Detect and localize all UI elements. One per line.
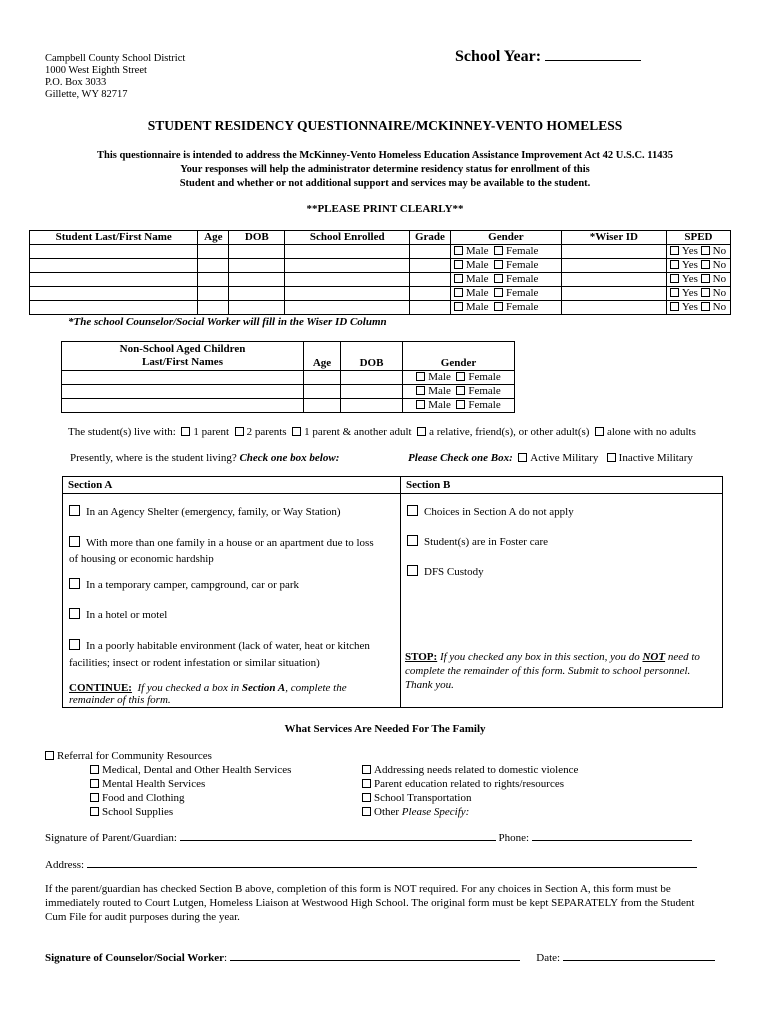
one-parent-label: 1 parent	[193, 426, 230, 438]
col-nonschool-name	[62, 342, 304, 371]
stop-text-1: If you checked any box in this section, you do	[439, 651, 640, 663]
list-item	[90, 763, 291, 777]
section-divider	[400, 477, 401, 707]
student-name-cell[interactable]	[30, 273, 198, 287]
female-label: Female	[506, 245, 539, 257]
military-row	[408, 452, 693, 464]
no-label: No	[712, 273, 727, 285]
district-po-box: P.O. Box 3033	[45, 77, 107, 88]
sped-cell	[666, 245, 730, 259]
continue-note	[69, 682, 347, 706]
address-field[interactable]	[87, 857, 697, 868]
poor-environment-checkbox[interactable]	[69, 639, 80, 650]
age-cell[interactable]	[198, 301, 229, 315]
intro-text	[0, 149, 770, 191]
footer-instructions	[45, 882, 735, 924]
gender-cell	[450, 273, 561, 287]
list-item	[90, 791, 291, 805]
col-school-enrolled: School Enrolled	[285, 231, 410, 245]
services-title: What Services Are Needed For The Family	[284, 723, 486, 735]
nonschool-age-cell[interactable]	[304, 385, 341, 399]
intro-line-3: Student and whether or not additional support and services may be available to the student.	[179, 178, 591, 189]
male-label: Male	[428, 399, 451, 411]
relative-friend-checkbox[interactable]	[417, 427, 426, 436]
footer-line-2: immediately routed to Court Lutgen, Homeless Liaison at Westwood High School. The original form must be kept SEPARATELY from the Student	[45, 897, 695, 909]
male-checkbox[interactable]	[416, 386, 425, 395]
male-label: Male	[465, 259, 489, 271]
list-item	[362, 791, 578, 805]
col-dob: DOB	[229, 231, 285, 245]
dfs-custody-label: DFS Custody	[424, 566, 484, 578]
other-checkbox[interactable]	[362, 807, 371, 816]
dfs-custody-checkbox[interactable]	[407, 565, 418, 576]
stop-not: NOT	[642, 651, 666, 663]
referral-label: Referral for Community Resources	[57, 750, 212, 762]
live-with-row	[68, 426, 696, 438]
male-label: Male	[428, 371, 451, 383]
living-prompt	[70, 452, 339, 464]
section-header-line	[63, 493, 722, 494]
food-clothing-checkbox[interactable]	[90, 793, 99, 802]
table-row	[62, 385, 515, 399]
stop-text-2: need to	[667, 651, 700, 663]
parent-signature-field[interactable]	[180, 830, 496, 841]
student-name-cell[interactable]	[30, 287, 198, 301]
continue-text-2: , complete the	[285, 682, 347, 694]
male-checkbox[interactable]	[454, 302, 463, 311]
no-checkbox[interactable]	[701, 274, 710, 283]
table-row	[62, 399, 515, 413]
nonschool-dob-cell[interactable]	[341, 399, 403, 413]
yes-checkbox[interactable]	[670, 288, 679, 297]
student-table-header	[30, 231, 731, 245]
table-row	[30, 259, 731, 273]
table-row	[30, 287, 731, 301]
not-apply-label: Choices in Section A do not apply	[424, 506, 574, 518]
wiser-id-cell[interactable]	[561, 287, 666, 301]
medical-checkbox[interactable]	[90, 765, 99, 774]
female-checkbox[interactable]	[494, 246, 503, 255]
female-label: Female	[468, 385, 501, 397]
two-parents-label: 2 parents	[246, 426, 287, 438]
nonschool-name-cell[interactable]	[62, 399, 304, 413]
address-row	[45, 857, 697, 871]
table-row	[62, 371, 515, 385]
female-label: Female	[506, 273, 539, 285]
stop-note	[405, 650, 721, 692]
wiser-id-cell[interactable]	[561, 273, 666, 287]
male-checkbox[interactable]	[454, 274, 463, 283]
services-left-list	[90, 763, 291, 819]
two-parents-checkbox[interactable]	[235, 427, 244, 436]
no-checkbox[interactable]	[701, 288, 710, 297]
poor-environment-label-1: In a poorly habitable environment (lack of water, heat or kitchen	[86, 640, 370, 652]
list-item	[362, 805, 578, 819]
col-nonschool-dob: DOB	[341, 342, 403, 371]
inactive-military-label: Inactive Military	[618, 452, 693, 464]
male-checkbox[interactable]	[416, 372, 425, 381]
nonschool-age-cell[interactable]	[304, 371, 341, 385]
female-checkbox[interactable]	[494, 302, 503, 311]
other-specify: Please Specify:	[401, 806, 470, 818]
col-wiser-id: *Wiser ID	[561, 231, 666, 245]
shared-housing-label-1: With more than one family in a house or an apartment due to loss	[86, 537, 374, 549]
intro-line-2: Your responses will help the administrator determine residency status for enrollment of this	[180, 164, 590, 175]
school-cell[interactable]	[285, 273, 410, 287]
nonschool-header-line-1: Non-School Aged Children	[119, 343, 246, 355]
grade-cell[interactable]	[410, 245, 451, 259]
relative-friend-label: a relative, friend(s), or other adult(s)	[429, 426, 590, 438]
nonschool-name-cell[interactable]	[62, 371, 304, 385]
female-checkbox[interactable]	[494, 274, 503, 283]
medical-label: Medical, Dental and Other Health Services	[102, 764, 292, 776]
parent-education-checkbox[interactable]	[362, 779, 371, 788]
stop-text-4: Thank you.	[405, 679, 454, 691]
other-label: Other	[374, 806, 400, 818]
phone-field[interactable]	[532, 830, 692, 841]
living-prompt-text: Presently, where is the student living?	[70, 452, 237, 464]
yes-checkbox[interactable]	[670, 246, 679, 255]
dob-cell[interactable]	[229, 259, 285, 273]
section-b-item-not-apply	[407, 505, 574, 518]
nonschool-table	[61, 341, 515, 413]
list-item	[362, 763, 578, 777]
female-checkbox[interactable]	[456, 386, 465, 395]
parent-signature-row	[45, 830, 692, 844]
age-cell[interactable]	[198, 245, 229, 259]
no-label: No	[712, 259, 727, 271]
table-row	[30, 245, 731, 259]
female-checkbox[interactable]	[494, 260, 503, 269]
nonschool-dob-cell[interactable]	[341, 385, 403, 399]
female-label: Female	[468, 399, 501, 411]
female-label: Female	[506, 259, 539, 271]
col-sped: SPED	[666, 231, 730, 245]
yes-label: Yes	[681, 287, 698, 299]
inactive-military-checkbox[interactable]	[607, 453, 616, 462]
active-military-label: Active Military	[530, 452, 599, 464]
stop-label: STOP:	[405, 651, 438, 663]
table-row	[30, 273, 731, 287]
shelter-checkbox[interactable]	[69, 505, 80, 516]
print-clearly: **PLEASE PRINT CLEARLY**	[306, 203, 464, 215]
foster-care-label: Student(s) are in Foster care	[424, 536, 549, 548]
parent-signature-label: Signature of Parent/Guardian:	[45, 832, 177, 844]
male-label: Male	[465, 287, 489, 299]
yes-label: Yes	[681, 245, 698, 257]
section-a-item-shelter	[69, 505, 340, 518]
no-label: No	[712, 287, 727, 299]
mental-health-checkbox[interactable]	[90, 779, 99, 788]
yes-label: Yes	[681, 273, 698, 285]
shelter-label: In an Agency Shelter (emergency, family, or Way Station)	[86, 506, 341, 518]
nonschool-gender-cell	[403, 399, 515, 413]
continue-label: CONTINUE:	[69, 682, 132, 694]
male-label: Male	[465, 273, 489, 285]
female-checkbox[interactable]	[456, 400, 465, 409]
table-row	[30, 301, 731, 315]
male-label: Male	[428, 385, 451, 397]
alone-checkbox[interactable]	[595, 427, 604, 436]
nonschool-name-cell[interactable]	[62, 385, 304, 399]
age-cell[interactable]	[198, 259, 229, 273]
no-checkbox[interactable]	[701, 302, 710, 311]
list-item	[362, 777, 578, 791]
female-checkbox[interactable]	[494, 288, 503, 297]
school-supplies-checkbox[interactable]	[90, 807, 99, 816]
counselor-signature-row: Signature of Counselor/Social Worker: Date:	[45, 950, 715, 964]
continue-text-1: If you checked a box in	[137, 682, 240, 694]
dob-cell[interactable]	[229, 273, 285, 287]
yes-checkbox[interactable]	[670, 260, 679, 269]
active-military-checkbox[interactable]	[518, 453, 527, 462]
district-address	[45, 53, 185, 101]
phone-label: Phone:	[498, 832, 530, 844]
male-checkbox[interactable]	[454, 288, 463, 297]
section-a-title: Section A	[68, 479, 113, 491]
gender-cell	[450, 245, 561, 259]
student-name-cell[interactable]	[30, 259, 198, 273]
nonschool-header-line-2: Last/First Names	[142, 356, 223, 368]
school-year-label: School Year:	[455, 48, 542, 65]
section-b-item-foster-care	[407, 535, 548, 548]
counselor-signature-label: Signature of Counselor/Social Worker	[45, 952, 224, 964]
alone-label: alone with no adults	[606, 426, 696, 438]
wiser-id-note: *The school Counselor/Social Worker will fill in the Wiser ID Column	[68, 316, 387, 328]
grade-cell[interactable]	[410, 301, 451, 315]
district-name: Campbell County School District	[45, 53, 186, 64]
gender-cell	[450, 301, 561, 315]
foster-care-checkbox[interactable]	[407, 535, 418, 546]
section-b-title: Section B	[406, 479, 451, 491]
district-city: Gillette, WY 82717	[45, 89, 128, 100]
transportation-checkbox[interactable]	[362, 793, 371, 802]
no-checkbox[interactable]	[701, 260, 710, 269]
parent-and-adult-label: 1 parent & another adult	[304, 426, 412, 438]
yes-checkbox[interactable]	[670, 274, 679, 283]
camper-label: In a temporary camper, campground, car or park	[86, 579, 300, 591]
nonschool-gender-cell	[403, 385, 515, 399]
parent-education-label: Parent education related to rights/resources	[374, 778, 564, 790]
poor-environment-label-2: facilities; insect or rodent infestation or similar situation)	[69, 657, 320, 669]
school-year-field[interactable]	[545, 46, 641, 61]
living-prompt-emphasis: Check one box below:	[239, 452, 340, 464]
district-street: 1000 West Eighth Street	[45, 65, 147, 76]
footer-line-1: If the parent/guardian has checked Section B above, completion of this form is NOT required. For any choices in Section A, this form must be	[45, 883, 671, 895]
transportation-label: School Transportation	[374, 792, 472, 804]
dob-cell[interactable]	[229, 287, 285, 301]
gender-cell	[450, 287, 561, 301]
male-label: Male	[465, 245, 489, 257]
shared-housing-checkbox[interactable]	[69, 536, 80, 547]
male-checkbox[interactable]	[416, 400, 425, 409]
hotel-checkbox[interactable]	[69, 608, 80, 619]
sped-cell	[666, 287, 730, 301]
section-a-item-poor-environment	[69, 638, 370, 672]
yes-checkbox[interactable]	[670, 302, 679, 311]
student-name-cell[interactable]	[30, 245, 198, 259]
female-label: Female	[468, 371, 501, 383]
no-label: No	[712, 301, 727, 313]
parent-and-adult-checkbox[interactable]	[292, 427, 301, 436]
school-cell[interactable]	[285, 301, 410, 315]
age-cell[interactable]	[198, 273, 229, 287]
col-age: Age	[198, 231, 229, 245]
dob-cell[interactable]	[229, 301, 285, 315]
continue-text-3: remainder of this form.	[69, 694, 171, 706]
live-with-label: The student(s) live with:	[68, 426, 176, 438]
list-item	[90, 777, 291, 791]
wiser-id-cell[interactable]	[561, 259, 666, 273]
section-a-item-hotel	[69, 608, 167, 621]
section-a-item-shared-housing	[69, 535, 374, 567]
gender-cell	[450, 259, 561, 273]
address-label: Address:	[45, 859, 85, 871]
school-supplies-label: School Supplies	[102, 806, 174, 818]
hotel-label: In a hotel or motel	[86, 609, 168, 621]
mental-health-label: Mental Health Services	[102, 778, 206, 790]
female-checkbox[interactable]	[456, 372, 465, 381]
date-field[interactable]	[563, 950, 715, 961]
not-apply-checkbox[interactable]	[407, 505, 418, 516]
nonschool-table-header	[62, 342, 515, 371]
female-label: Female	[506, 287, 539, 299]
date-label: Date:	[536, 952, 561, 964]
col-nonschool-age: Age	[304, 342, 341, 371]
referral-row	[45, 750, 212, 762]
col-grade: Grade	[410, 231, 451, 245]
no-label: No	[712, 245, 727, 257]
male-checkbox[interactable]	[454, 246, 463, 255]
col-student-name: Student Last/First Name	[30, 231, 198, 245]
col-nonschool-gender: Gender	[403, 342, 515, 371]
intro-line-1: This questionnaire is intended to address the McKinney-Vento Homeless Education Assistance Improvement Act 42 U.S.C. 11435	[97, 150, 673, 161]
school-cell[interactable]	[285, 245, 410, 259]
no-checkbox[interactable]	[701, 246, 710, 255]
wiser-id-cell[interactable]	[561, 301, 666, 315]
footer-line-3: Cum File for audit purposes during the year.	[45, 911, 240, 923]
col-gender: Gender	[450, 231, 561, 245]
school-cell[interactable]	[285, 287, 410, 301]
food-clothing-label: Food and Clothing	[102, 792, 185, 804]
shared-housing-label-2: of housing or economic hardship	[69, 553, 214, 565]
sped-cell	[666, 301, 730, 315]
student-name-cell[interactable]	[30, 301, 198, 315]
student-table	[29, 230, 731, 315]
camper-checkbox[interactable]	[69, 578, 80, 589]
counselor-signature-field[interactable]	[230, 950, 520, 961]
grade-cell[interactable]	[410, 273, 451, 287]
male-label: Male	[465, 301, 489, 313]
sections-box	[62, 476, 723, 708]
yes-label: Yes	[681, 259, 698, 271]
age-cell[interactable]	[198, 287, 229, 301]
list-item	[90, 805, 291, 819]
school-year	[455, 46, 641, 66]
domestic-violence-label: Addressing needs related to domestic violence	[374, 764, 579, 776]
military-label: Please Check one Box:	[408, 452, 513, 464]
services-right-list	[362, 763, 578, 819]
female-label: Female	[506, 301, 539, 313]
school-cell[interactable]	[285, 259, 410, 273]
continue-section: Section A	[241, 682, 286, 694]
grade-cell[interactable]	[410, 259, 451, 273]
domestic-violence-checkbox[interactable]	[362, 765, 371, 774]
referral-checkbox[interactable]	[45, 751, 54, 760]
nonschool-dob-cell[interactable]	[341, 371, 403, 385]
dob-cell[interactable]	[229, 245, 285, 259]
sped-cell	[666, 273, 730, 287]
nonschool-gender-cell	[403, 371, 515, 385]
stop-text-3: complete the remainder of this form. Submit to school personnel.	[405, 665, 691, 677]
section-a-item-camper	[69, 578, 299, 591]
one-parent-checkbox[interactable]	[181, 427, 190, 436]
yes-label: Yes	[681, 301, 698, 313]
form-title: STUDENT RESIDENCY QUESTIONNAIRE/MCKINNEY-VENTO HOMELESS	[147, 118, 623, 133]
section-b-item-dfs-custody	[407, 565, 484, 578]
sped-cell	[666, 259, 730, 273]
nonschool-age-cell[interactable]	[304, 399, 341, 413]
grade-cell[interactable]	[410, 287, 451, 301]
wiser-id-cell[interactable]	[561, 245, 666, 259]
male-checkbox[interactable]	[454, 260, 463, 269]
